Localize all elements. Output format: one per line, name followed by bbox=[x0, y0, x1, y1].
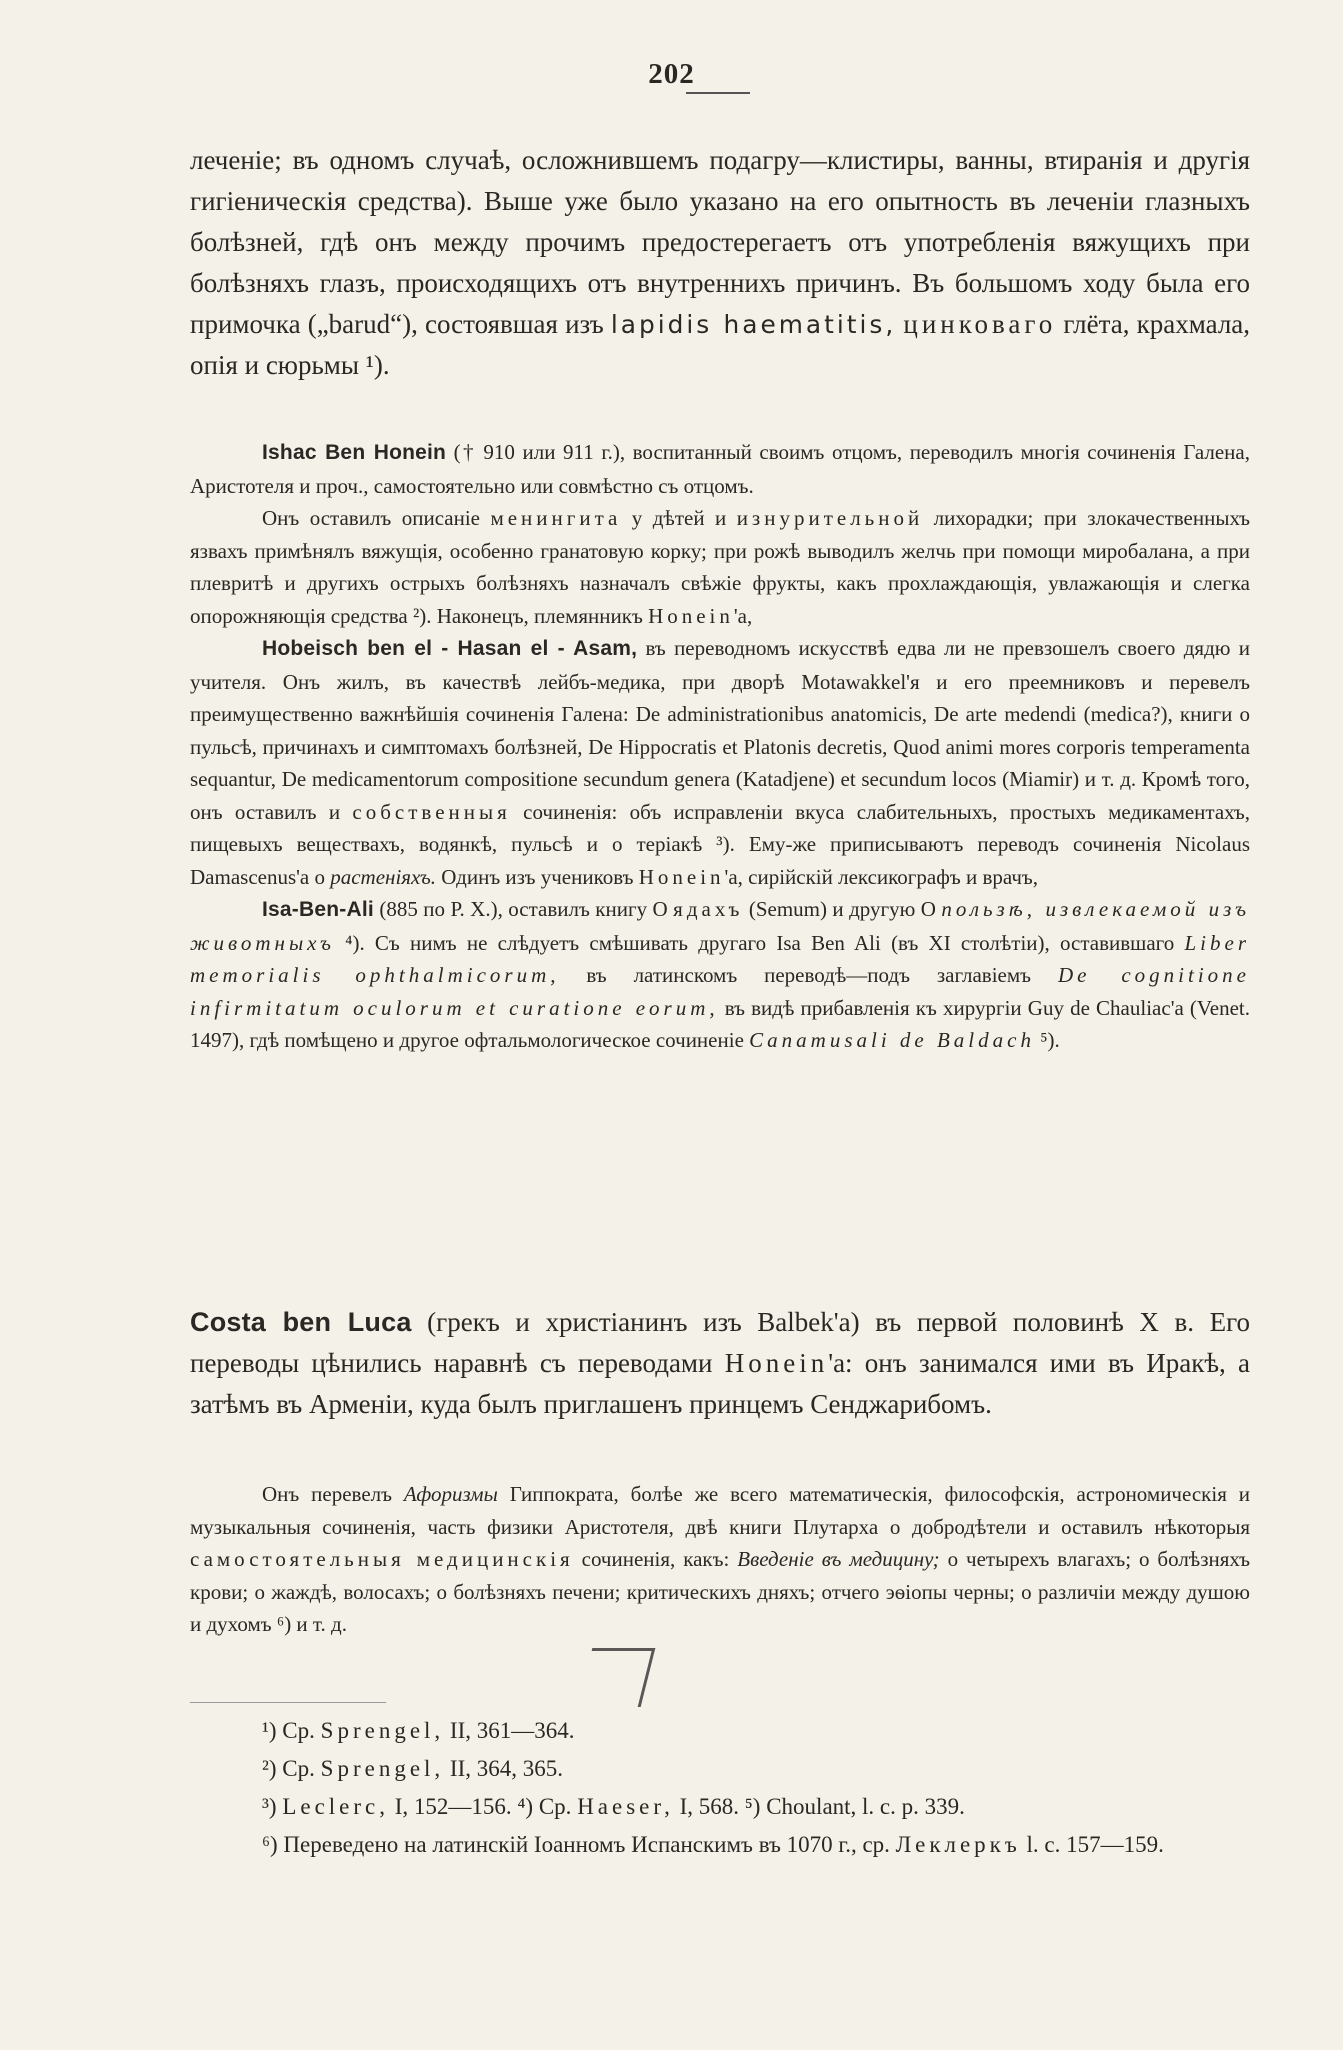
paragraph-treatment bbox=[190, 140, 1250, 386]
text: (грекъ и христіанинъ изъ Balbek'а) въ первой половинѣ X в. Его переводы цѣнились наравнѣ съ переводами bbox=[190, 1307, 1250, 1378]
latin-term: lapidis haematitis, bbox=[610, 310, 897, 339]
footnotes bbox=[190, 1712, 1250, 1864]
italic-title: De cognitione infirmitatum oculorum et curatione eorum, bbox=[190, 963, 1250, 1020]
text: II, 361—364. bbox=[444, 1718, 575, 1743]
text: въ латинскомъ переводѣ—подъ заглавіемъ bbox=[559, 963, 1058, 987]
text: глёта, крахмала, опія и сюрьмы ¹). bbox=[190, 309, 1251, 380]
spaced-name: Honein bbox=[724, 1348, 829, 1378]
spaced-word: собственныя bbox=[352, 799, 511, 824]
text: ¹) Ср. bbox=[262, 1718, 321, 1743]
text: († 910 или 911 г.), воспитанный своимъ отцомъ, переводилъ многія сочиненія Галена, Аристотеля и проч., самостоятельно или совмѣстно съ отцомъ. bbox=[190, 440, 1250, 498]
text: лихорадки; при злокачественныхъ язвахъ примѣнялъ вяжущія, особенно гранатовую корку; при рожѣ выводилъ желчь при помощи миробалана, а при плевритѣ и другихъ острыхъ болѣзняхъ назначалъ свѣжіе фрукты, какъ прохлаждающія, увлажающія и слегка опорожняющія средства ²). Наконецъ, племянникъ bbox=[190, 506, 1251, 628]
text: ⁶) Переведено на латинскій Іоанномъ Испанскимъ въ 1070 г., ср. bbox=[262, 1832, 896, 1857]
text: l. c. 157—159. bbox=[1020, 1832, 1164, 1857]
paragraph-costa bbox=[190, 1302, 1250, 1425]
person-name-costa: Costa ben Luca bbox=[190, 1307, 412, 1337]
text: ⁴). Съ нимъ не слѣдуетъ смѣшивать другаго Isa Ben Ali (въ XI столѣтіи), оставившаго bbox=[334, 930, 1185, 955]
spaced-name: Sprengel, bbox=[320, 1718, 445, 1743]
text: сочиненія, какъ: bbox=[573, 1547, 738, 1571]
text: ⁵). bbox=[1034, 1028, 1060, 1052]
spaced-word: изнурительной bbox=[736, 506, 924, 530]
text: II, 364, 365. bbox=[444, 1756, 563, 1781]
page-number: 202 bbox=[648, 58, 695, 90]
text: I, 568. ⁵) Choulant, l. c. p. 339. bbox=[673, 1794, 965, 1819]
italic-title: Введеніе въ медицину; bbox=[737, 1547, 940, 1571]
italic-title: Canamusali de Baldach bbox=[749, 1028, 1035, 1052]
text: сочиненія: объ исправленіи вкуса слабительныхъ, простыхъ медикаментахъ, пищевыхъ веществахъ, водянкѣ, пульсѣ и о теріакѣ ³). Ему-же приписываютъ переводъ сочиненія Nicolaus Damascenus'а о bbox=[190, 799, 1250, 889]
text: ³) bbox=[262, 1794, 283, 1819]
spaced-word: менингита bbox=[490, 506, 622, 530]
spaced-name: Honein bbox=[648, 603, 734, 628]
spaced-name: Леклеркъ bbox=[895, 1832, 1021, 1857]
text: 'a, сирійскій лексикографъ и врачъ, bbox=[724, 864, 1039, 889]
text: Одинъ изъ учениковъ bbox=[436, 864, 639, 889]
text: Гиппократа, болѣе же всего математическія, философскія, астрономическія и музыкальныя сочиненія, часть физики Аристотеля, двѣ книги Плутарха о добродѣтели и оставилъ нѣкоторыя bbox=[190, 1482, 1250, 1539]
text: у дѣтей и bbox=[621, 506, 737, 530]
footnote-1 bbox=[190, 1712, 1250, 1750]
italic-spaced-title: пользѣ, извлекаемой изъ животныхъ bbox=[190, 897, 1251, 955]
person-name-ishac: Ishac Ben Honein bbox=[262, 441, 447, 464]
person-name-hobeisch: Hobeisch ben el - Hasan el - Asam, bbox=[262, 637, 638, 660]
italic-word: растеніяхъ. bbox=[330, 864, 437, 889]
footnote-2 bbox=[190, 1750, 1250, 1788]
text: Онъ оставилъ описаніе bbox=[262, 506, 491, 530]
footnote-6 bbox=[190, 1826, 1250, 1864]
text: о четырехъ влагахъ; о болѣзняхъ крови; о жаждѣ, волосахъ; о болѣзняхъ печени; критическихъ дняхъ; отчего эѳіопы черны; о различіи между душою и духомъ ⁶) и т. д. bbox=[190, 1547, 1250, 1636]
spaced-word: цинковаго bbox=[903, 309, 1057, 339]
text: леченіе; въ одномъ случаѣ, осложнившемъ подагру—клистиры, ванны, втиранія и другія гигіеническія средства). Выше уже было указано на его опытность въ леченіи глазныхъ болѣзней, гдѣ онъ между прочимъ предостерегаетъ отъ употребленія вяжущихъ при болѣзняхъ глазъ, происходящихъ отъ внутреннихъ причинъ. Въ большомъ ходу была его примочка („barud“), состоявшая изъ bbox=[190, 145, 1250, 339]
paragraph-costa-works bbox=[190, 1478, 1250, 1641]
spaced-name: Honein bbox=[638, 864, 725, 889]
text: 'a: онъ занимался ими въ Иракѣ, а затѣмъ въ Арменіи, куда былъ приглашенъ принцемъ Сенджарибомъ. bbox=[190, 1348, 1250, 1419]
text: I, 152—156. ⁴) Ср. bbox=[389, 1794, 578, 1819]
text: Онъ перевелъ bbox=[262, 1482, 404, 1506]
person-name-isa: Isa-Ben-Ali bbox=[262, 898, 374, 921]
text: въ переводномъ искусствѣ едва ли не превзошелъ своего дядю и учителя. Онъ жилъ, въ качествѣ лейбъ-медика, при дворѣ Motawakkel'я и его преемниковъ и перевелъ преимущественно важнѣйшія сочиненія Галена: De administrationibus anatomicis, De arte medendi (medica?), книги о пульсѣ, причинахъ и симптомахъ болѣзней, De Hippocratis et Platonis decretis, Quod animi mores corporis temperamenta sequantur, De medicamentorum compositione secundum genera (Katadjene) et secundum locos (Miamir) и т. д. Кромѣ того, онъ оставилъ и bbox=[190, 636, 1251, 824]
paragraph-ishac bbox=[190, 436, 1250, 1057]
italic-title: Liber memorialis ophthalmicorum, bbox=[190, 930, 1250, 987]
page-number-underline bbox=[686, 92, 750, 94]
spaced-word: ядахъ bbox=[673, 897, 744, 921]
text: въ видѣ прибавленія къ хирургіи Guy de Chauliac'а (Venet. 1497), гдѣ помѣщено и другое офтальмологическое сочиненіе bbox=[190, 995, 1250, 1052]
spaced-name: Haeser, bbox=[577, 1794, 674, 1819]
footnote-separator bbox=[190, 1702, 386, 1703]
spaced-word: самостоятельныя медицинскія bbox=[190, 1547, 574, 1571]
spaced-name: Sprengel, bbox=[320, 1756, 445, 1781]
footnote-3 bbox=[190, 1788, 1250, 1826]
text: (885 по Р. Х.), оставилъ книгу О bbox=[373, 897, 674, 921]
text: 'a, bbox=[733, 603, 753, 628]
text: ²) Ср. bbox=[262, 1756, 321, 1781]
spaced-name: Leclerc, bbox=[282, 1794, 389, 1819]
text: (Semum) и другую О bbox=[743, 897, 942, 921]
pencil-mark bbox=[578, 1648, 656, 1707]
italic-word: Афоризмы bbox=[403, 1482, 498, 1506]
